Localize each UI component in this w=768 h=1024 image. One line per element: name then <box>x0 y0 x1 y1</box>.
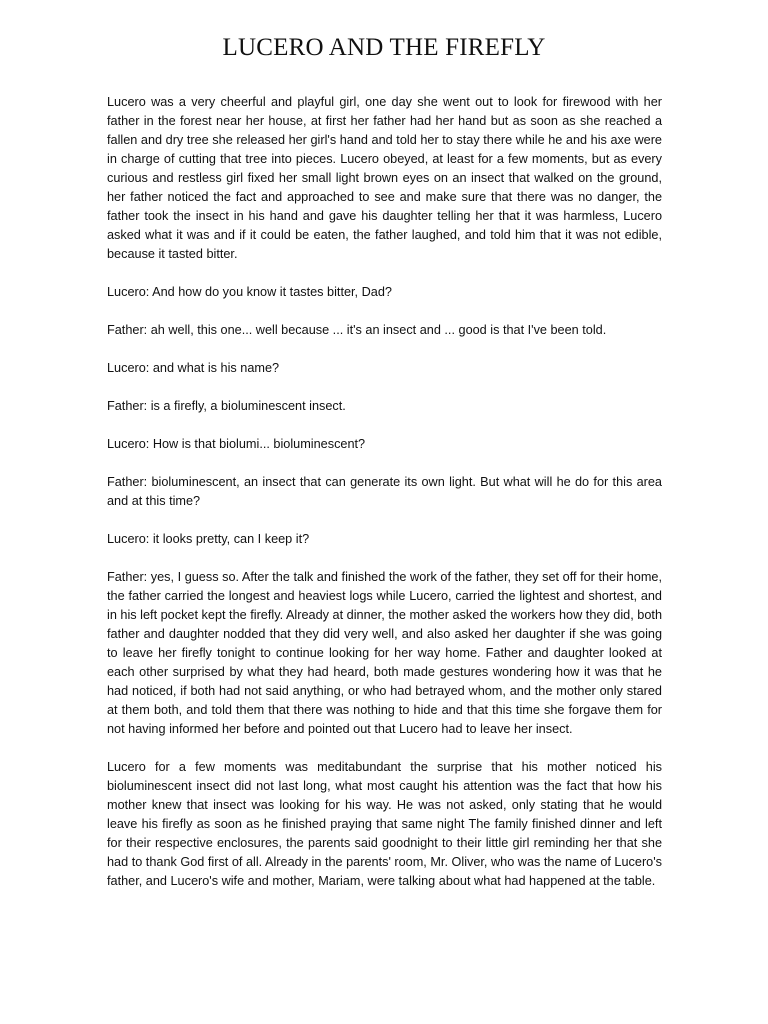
document-body <box>107 93 662 891</box>
paragraph-dialogue-5: Lucero: How is that biolumi... bioluminescent? <box>107 437 366 451</box>
paragraph-dialogue-2: Father: ah well, this one... well because ... it's an insect and ... good is that I've been told. <box>107 323 607 337</box>
paragraph-dialogue-3: Lucero: and what is his name? <box>107 361 280 375</box>
paragraph-dialogue-1: Lucero: And how do you know it tastes bitter, Dad? <box>107 285 392 299</box>
paragraph-dialogue-4: Father: is a firefly, a bioluminescent insect. <box>107 399 346 413</box>
paragraph-dialogue-7: Lucero: it looks pretty, can I keep it? <box>107 532 310 546</box>
document-title: LUCERO AND THE FIREFLY <box>222 34 546 61</box>
paragraph-dialogue-6: Father: bioluminescent, an insect that can generate its own light. But what will he do for this area and at this time? <box>107 475 662 508</box>
paragraph-dinner: Father: yes, I guess so. After the talk and finished the work of the father, they set off for their home, the father carried the longest and heaviest logs while Lucero, carried the lightest and shortest, and in his left pocket kept the firefly. Already at dinner, the mother asked the workers how they did, both father and daughter nodded that they did very well, and also asked her daughter if she was going to leave her firefly tonight to continue looking for her way home. Father and daughter looked at each other surprised by what they had heard, both made gestures wondering how it was that he had noticed, if both had not said anything, or who had betrayed whom, and the mother only stared at them both, and told them that there was nothing to hide and that this time she forgave them for not having informed her before and pointed out that Lucero had to leave her insect. <box>107 570 662 736</box>
paragraph-intro: Lucero was a very cheerful and playful girl, one day she went out to look for firewood with her father in the forest near her house, at first her father had her hand but as soon as she reached a fallen and dry tree she released her girl's hand and told her to stay there while he and his axe were in charge of cutting that tree into pieces. Lucero obeyed, at least for a few moments, but as every curious and restless girl fixed her small light brown eyes on an insect that walked on the ground, her father noticed the fact and approached to see and make sure that there was no danger, the father took the insect in his hand and gave his daughter telling her that it was harmless, Lucero asked what it was and if it could be eaten, the father laughed, and told him that it was not edible, because it tasted bitter. <box>107 95 662 261</box>
paragraph-parents-room: Lucero for a few moments was meditabundant the surprise that his mother noticed his bioluminescent insect did not last long, what most caught his attention was the fact that how his mother knew that insect was looking for his way. He was not asked, only stating that he would leave his firefly as soon as he finished praying that same night The family finished dinner and left for their respective enclosures, the parents said goodnight to their little girl reminding her that she had to thank God first of all. Already in the parents' room, Mr. Oliver, who was the name of Lucero's father, and Lucero's wife and mother, Mariam, were talking about what had happened at the table. <box>107 760 662 888</box>
